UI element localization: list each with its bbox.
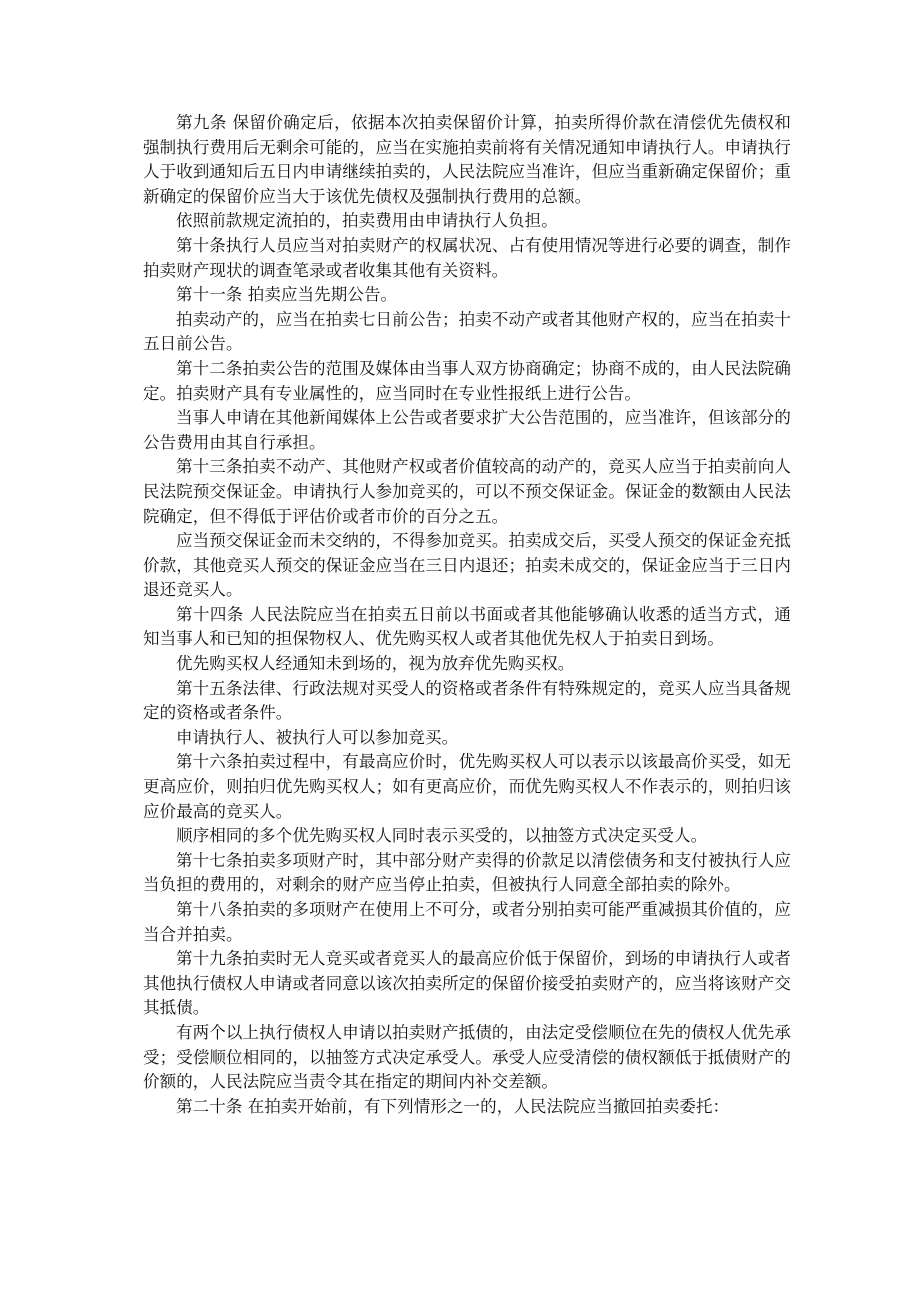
paragraph-article-9-cost: 依照前款规定流拍的，拍卖费用由申请执行人负担。 — [176, 211, 558, 231]
paragraph-article-10: 第十条执行人员应当对拍卖财产的权属状况、占有使用情况等进行必要的调查，制作拍卖财产现状的调查笔录或者收集其他有关资料。 — [143, 235, 791, 280]
paragraph-article-14-waiver: 优先购买权人经通知未到场的，视为放弃优先购买权。 — [176, 654, 575, 674]
paragraph-article-17: 第十七条拍卖多项财产时，其中部分财产卖得的价款足以清偿债务和支付被执行人应当负担的费用的，对剩余的财产应当停止拍卖，但被执行人同意全部拍卖的除外。 — [143, 850, 791, 895]
paragraph-article-11-notice: 拍卖动产的，应当在拍卖七日前公告；拍卖不动产或者其他财产权的，应当在拍卖十五日前公告。 — [143, 309, 791, 354]
paragraph-article-14: 第十四条 人民法院应当在拍卖五日前以书面或者其他能够确认收悉的适当方式，通知当事人和已知的担保物权人、优先购买权人或者其他优先权人于拍卖日到场。 — [143, 604, 791, 649]
document-body — [143, 111, 791, 1119]
paragraph-article-11: 第十一条 拍卖应当先期公告。 — [176, 285, 398, 305]
paragraph-article-15: 第十五条法律、行政法规对买受人的资格或者条件有特殊规定的，竞买人应当具备规定的资格或者条件。 — [143, 678, 791, 723]
paragraph-article-12: 第十二条拍卖公告的范围及媒体由当事人双方协商确定；协商不成的，由人民法院确定。拍卖财产具有专业属性的，应当同时在专业性报纸上进行公告。 — [143, 358, 791, 403]
paragraph-article-13: 第十三条拍卖不动产、其他财产权或者价值较高的动产的，竞买人应当于拍卖前向人民法院预交保证金。申请执行人参加竞买的，可以不预交保证金。保证金的数额由人民法院确定，但不得低于评估价或者市价的百分之五。 — [143, 457, 791, 526]
paragraph-article-19: 第十九条拍卖时无人竞买或者竞买人的最高应价低于保留价，到场的申请执行人或者其他执行债权人申请或者同意以该次拍卖所定的保留价接受拍卖财产的，应当将该财产交其抵债。 — [143, 949, 791, 1018]
paragraph-article-16: 第十六条拍卖过程中，有最高应价时，优先购买权人可以表示以该最高价买受，如无更高应价，则拍归优先购买权人；如有更高应价，而优先购买权人不作表示的，则拍归该应价最高的竞买人。 — [143, 752, 791, 821]
paragraph-article-19-creditors: 有两个以上执行债权人申请以拍卖财产抵债的，由法定受偿顺位在先的债权人优先承受；受偿顺位相同的，以抽签方式决定承受人。承受人应受清偿的债权额低于抵债财产的价额的，人民法院应当责令其在指定的期间内补交差额。 — [143, 1022, 791, 1092]
paragraph-article-18: 第十八条拍卖的多项财产在使用上不可分，或者分别拍卖可能严重减损其价值的，应当合并拍卖。 — [143, 900, 791, 944]
paragraph-article-12-media: 当事人申请在其他新闻媒体上公告或者要求扩大公告范围的，应当准许，但该部分的公告费用由其自行承担。 — [143, 408, 791, 452]
paragraph-article-15-bidders: 申请执行人、被执行人可以参加竞买。 — [176, 727, 459, 747]
paragraph-article-16-lottery: 顺序相同的多个优先购买权人同时表示买受的，以抽签方式决定买受人。 — [176, 826, 708, 846]
paragraph-article-13-deposit: 应当预交保证金而未交纳的，不得参加竞买。拍卖成交后，买受人预交的保证金充抵价款，其他竞买人预交的保证金应当在三日内退还；拍卖未成交的，保证金应当于三日内退还竞买人。 — [143, 531, 791, 600]
paragraph-article-20: 第二十条 在拍卖开始前，有下列情形之一的，人民法院应当撤回拍卖委托： — [176, 1096, 730, 1116]
paragraph-article-9: 第九条 保留价确定后，依据本次拍卖保留价计算，拍卖所得价款在清偿优先债权和强制执行费用后无剩余可能的，应当在实施拍卖前将有关情况通知申请执行人。申请执行人于收到通知后五日内申请继续拍卖的，人民法院应当准许，但应当重新确定保留价；重新确定的保留价应当大于该优先债权及强制执行费用的总额。 — [143, 113, 791, 206]
